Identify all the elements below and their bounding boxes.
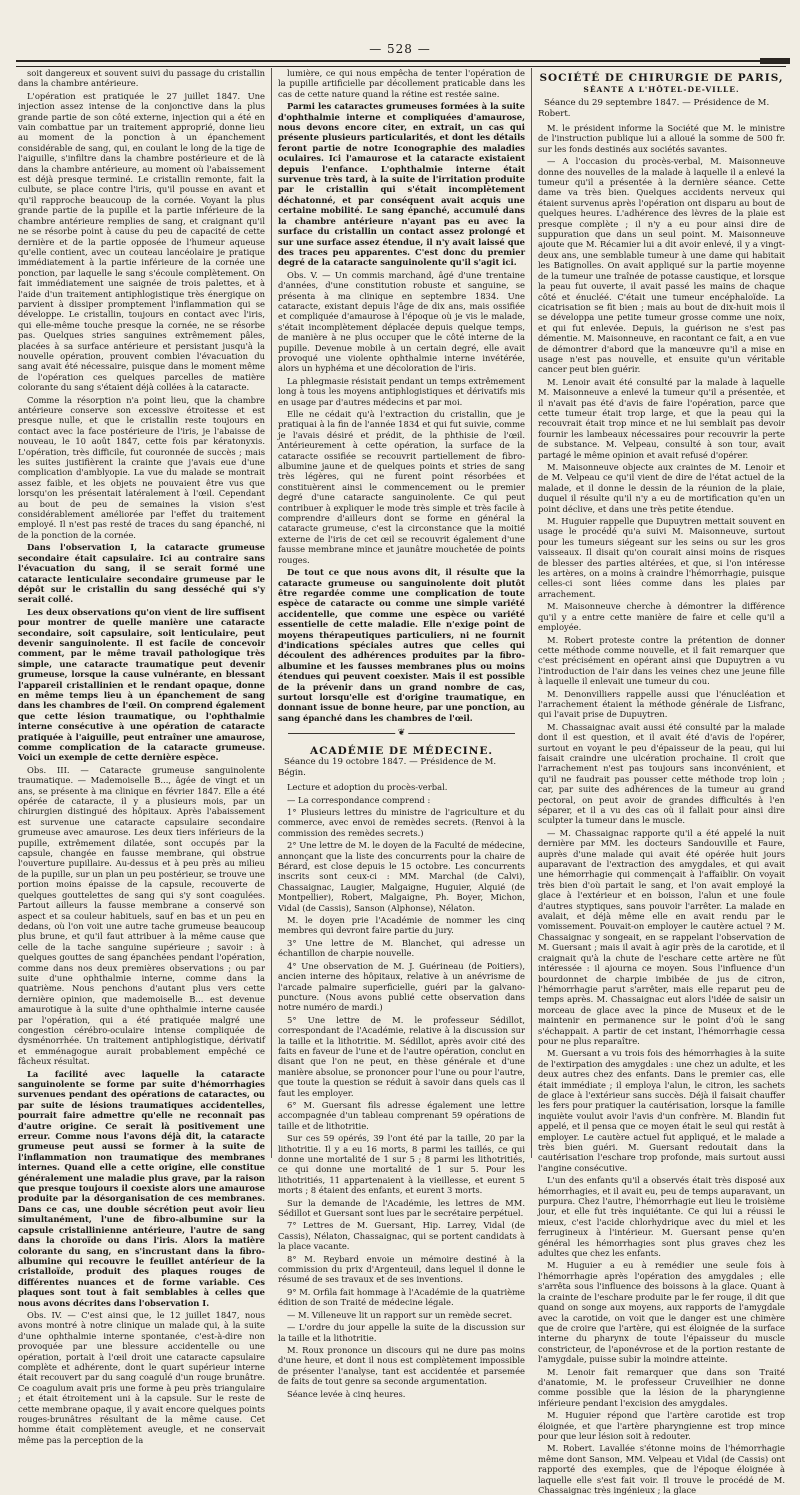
societe-paragraph: M. Guersant a vu trois fois des hémorrhagies à la suite de l'extirpation des amygdales : une chez un adulte, et les deux autres chez des enfants. Dans le premier cas, elle était immédiate ; il employa l'alun, le citron, les sachets de glace à l'extérieur sans succès. Déjà il faisait chauffer les fers pour pratiquer la cautérisation, lorsque la famille inquiète voulut avoir l'avis d'un confrère. M. Blandin fut appelé, et il pensa que ce moyen était le seul qui restât à employer. Le cautère actuel fut appliqué, et le malade a très bien guéri. M. Guersant redoutait dans la cautérisation l'eschare trop profonde, mais surtout aussi l'angine consécutive.	[538, 1048, 785, 1173]
col1-paragraph: La facilité avec laquelle la cataracte sanguinolente se forme par suite d'hémorrhagies survenues pendant des opérations de cataractes, ou par suite de lésions traumatiques accidentelles, pourrait faire admettre qu'elle ne reconnaît pas d'autre origine. Ce serait là positivement une erreur. Comme nous l'avons déjà dit, la cataracte grumeuse peut aussi se former à la suite de l'inflammation non traumatique des membranes internes. Quand elle a cette origine, elle constitue généralement une maladie plus grave, par la raison que presque toujours il coexiste alors une amaurose produite par la désorganisation de ces membranes. Dans ce cas, une double sécrétion peut avoir lieu simultanément, l'une de fibro-albumine sur la capsule cristallinienne antérieure, l'autre de sang dans la choroïde ou dans l'iris. Alors la matière colorante du sang, en s'incrustant dans la fibro-albumine qui recouvre le feuillet antérieur de la cristalloïde, produit des plaques rouges de différentes nuances et de forme variable. Ces plaques sont tout à fait semblables à celles que nous avons décrites dans l'observation I.	[18, 1068, 265, 1308]
col2-conclusion: De tout ce que nous avons dit, il résulte que la cataracte grumeuse ou sanguinolente doit plutôt être regardée comme une complication de toute espèce de cataracte ou comme une simple variété accidentelle, que comme une espèce ou variété essentielle de cette maladie. Elle n'exige point de moyens thérapeutiques particuliers, ni ne fournit d'indications spéciales autres que celles qui découlent des adhérences produites par la fibro-albumine et les fausses membranes plus ou moins étendues qui peuvent coexister. Mais il est possible de la prévenir dans un grand nombre de cas, surtout lorsqu'elle est d'origine traumatique, en donnant issue de bonne heure, par une ponction, au sang épanché dans les chambres de l'œil.	[278, 567, 525, 723]
societe-paragraph: M. Huguier répond que l'artère carotide est trop éloignée, et que l'artère pharyngienne est trop mince pour que leur lésion soit à redouter.	[538, 1410, 785, 1441]
societe-paragraph: M. Robert. Lavallée s'étonne moins de l'hémorrhagie même dont Sanson, MM. Velpeau et Vidal (de Cassis) ont rapporté des exemples, que de l'époque éloignée à laquelle elle s'est fait voir. Il trouve le procédé de M. Chassaignac très ingénieux ; la glace	[538, 1443, 785, 1495]
societe-paragraph: M. Robert proteste contre la prétention de donner cette méthode comme nouvelle, et il fait remarquer que c'est précisément en opérant ainsi que Dupuytren a vu l'introduction de l'air dans les veines chez une jeune fille à laquelle il enlevait une tumeur du cou.	[538, 634, 785, 687]
societe-subheading: SÉANTE A L'HÔTEL-DE-VILLE.	[583, 85, 740, 94]
academie-item: 2° Une lettre de M. le doyen de la Faculté de médecine, annonçant que la liste des concurrents pour la chaire de Bérard, est close depuis le 15 octobre. Les concurrents inscrits sont ceux-ci : MM. Marchal (de Calvi), Chassaignac, Laugier, Malgaigne, Huguier, Alquié (de Montpellier), Robert, Malgaigne, Ph. Boyer, Michon, Vidal (de Cassis), Sanson (Alphonse), Nélaton.	[278, 840, 525, 913]
societe-paragraph: M. Maisonneuve cherche à démontrer la différence qu'il y a entre cette manière de faire et celle qu'il a employée.	[538, 601, 785, 633]
academie-item: 1° Plusieurs lettres du ministre de l'agriculture et du commerce, avec envoi de remèdes secrets. (Renvoi à la commission des remèdes secrets.)	[278, 807, 525, 838]
column-2	[278, 68, 525, 1399]
societe-paragraph: L'un des enfants qu'il a observés était très disposé aux hémorrhagies, et il avait eu, peu de temps auparavant, un purpura. Chez l'autre, l'hémorrhagie eut lieu le troisième jour, et elle fut très inquiétante. Ce qui lui a réussi le mieux, c'est l'acide chlorhydrique avec du miel et les ferrugineux à l'intérieur. M. Guersant pense qu'en général les hémorrhagies sont plus graves chez les adultes que chez les enfants.	[538, 1175, 785, 1259]
societe-paragraph: M. Lenoir fait remarquer que dans son Traité d'anatomie, M. le professeur Cruveilhier ne donne comme possible que la lésion de la pharyngienne inférieure pendant l'excision des amygdales.	[538, 1366, 785, 1408]
societe-paragraph: M. Maisonneuve objecte aux craintes de M. Lenoir et de M. Velpeau ce qu'il vient de dire de l'état actuel de la malade, et il donne le dessin de la réunion de la plaie, duquel il résulte qu'il n'y a eu de mortification qu'en un point déclive, et dans une très petite étendue.	[538, 462, 785, 514]
academie-item: 7° Lettres de M. Guersant, Hip. Larrey, Vidal (de Cassis), Nélaton, Chassaignac, qui se portent candidats à la place vacante.	[278, 1220, 525, 1252]
col1-paragraph: Les deux observations qu'on vient de lire suffisent pour montrer de quelle manière une cataracte secondaire, soit capsulaire, soit lenticulaire, peut devenir sanguinolente. Il est facile de concevoir comment, par le même travail pathologique très simple, une cataracte traumatique peut devenir grumeuse, lorsque la cause vulnérante, en blessant l'appareil cristallinien et le rendant opaque, donne en même temps lieu à un épanchement de sang dans les chambres de l'œil. On comprend également que cette lésion traumatique, ou l'ophthalmie interne consécutive à une opération de cataracte pratiquée à l'aiguille, peut entraîner une amaurose, comme complication de la cataracte grumeuse. Voici un exemple de cette dernière espèce.	[18, 606, 265, 763]
academie-item: 5° Une lettre de M. le professeur Sédillot, correspondant de l'Académie, relative à la discussion sur la taille et la lithotritie. M. Sédillot, après avoir cité des faits en faveur de l'une et de l'autre opération, conclut en disant que l'on ne peut, en thèse générale et d'une manière absolue, se prononcer pour l'une ou pour l'autre, que toute la question se réduit à savoir dans quels cas il faut les employer.	[278, 1014, 525, 1098]
societe-paragraph: M. Huguier rappelle que Dupuytren mettait souvent en usage le procédé qu'a suivi M. Maisonneuve, surtout pour les tumeurs siégeant sur les seins ou sur les gros vaisseaux. Il disait qu'on courait ainsi moins de risques de blesser des parties altérées, et que, si l'on intéresse les artères, on a moins à craindre l'hémorrhagie, puisque celles-ci sont liées comme dans les plaies par arrachement.	[538, 516, 785, 599]
academie-item: Séance levée à cinq heures.	[287, 1388, 406, 1399]
academie-item: M. Roux prononce un discours qui ne dure pas moins d'une heure, et dont il nous est complètement impossible de présenter l'analyse, tant est accidentée et parsemée de faits de tout genre sa seconde argumentation.	[278, 1344, 525, 1387]
column-1	[18, 68, 265, 1445]
column-3	[538, 68, 785, 1495]
col2-paragraph: Elle ne cédait qu'à l'extraction du cristallin, que je pratiquai à la fin de l'année 1834 et qui fut suivie, comme je l'avais désiré et prédit, de la phthisie de l'œil. Antérieurement à cette opération, la surface de la cataracte ossifiée se recouvrit partiellement de fibro-albumine jaune et de quelques points et stries de sang très légères, qui ne furent point résorbées et constituèrent ainsi le commencement ou le premier degré d'une cataracte sanguinolente. Ce qui peut contribuer à expliquer le mode très simple et très facile à comprendre d'ailleurs dont se forme en général la cataracte grumeuse, c'est la circonstance que la moitié externe de l'iris de cet œil se recouvrit également d'une fausse membrane mince et jaunâtre mouchetée de points rouges.	[278, 409, 525, 565]
academie-item: 6° M. Guersant fils adresse également une lettre accompagnée d'un tableau comprenant 59 opérations de taille et de lithotritie.	[278, 1099, 525, 1131]
corner-mark	[760, 58, 790, 64]
academie-item: 4° Une observation de M. J. Guérineau (de Poitiers), ancien interne des hôpitaux, relative à un anévrisme de l'arcade palmaire superficielle, guéri par la galvano-puncture. (Nous avons publié cette observation dans notre numéro de mardi.)	[278, 960, 525, 1013]
academie-item: M. le doyen prie l'Académie de nommer les cinq membres qui devront faire partie du jury.	[278, 915, 525, 936]
ornament-icon: ❦	[395, 728, 409, 739]
academie-item: 8° M. Reybard envoie un mémoire destiné à la commission du prix d'Argenteuil, dans lequel il donne le résumé de ses travaux et de ses inventions.	[278, 1253, 525, 1285]
academie-item: Sur la demande de l'Académie, les lettres de MM. Sédillot et Guersant sont lues par le secrétaire perpétuel.	[278, 1197, 525, 1219]
societe-paragraph: M. le président informe la Société que M. le ministre de l'instruction publique lui a alloué la somme de 500 fr. sur les fonds destinés aux sociétés savantes.	[538, 123, 785, 154]
academie-item: — La correspondance comprend :	[287, 794, 431, 805]
col2-observation-5: Obs. V. — Un commis marchand, âgé d'une trentaine d'années, d'une constitution robuste et sanguine, se présenta à ma clinique en septembre 1834. Une cataracte, existant depuis l'âge de dix ans, mais ossifiée et compliquée d'amaurose à l'époque où je vis le malade, s'était incomplètement déplacée depuis quelque temps, de manière à ne plus occuper que le côté interne de la pupille. Devenue mobile à un certain degré, elle avait provoqué une violente ophthalmie interne invétérée, alors un hyphéma et une décoloration de l'iris.	[278, 269, 525, 374]
col1-observation-4: Obs. IV. — C'est ainsi que, le 12 juillet 1847, nous avons montré à notre clinique un malade qui, à la suite d'une ophthalmie interne spontanée, c'est-à-dire non provoquée par une blessure accidentelle ou une opération, portait à l'œil droit une cataracte capsulaire complète et adhérente, dont le quart supérieur interne était recouvert par du sang coagulé d'un rouge brunâtre. Ce coagulum avait pris une forme à peu près triangulaire ; et était étroitement uni à la capsule. Sur le reste de cette membrane opaque, il y avait encore quelques points rouges-brunâtres résultant de la même cause. Cet homme était complètement aveugle, et ne conservait même pas la perception de la	[18, 1309, 265, 1445]
col1-observation-3: Obs. III. — Cataracte grumeuse sanguinolente traumatique. — Mademoiselle B..., âgée de vingt et un ans, se présente à ma clinique en février 1847. Elle a été opérée de cataracte, il y a plusieurs mois, par un chirurgien distingué des hôpitaux. Après l'abaissement est survenue une cataracte capsulaire secondaire grumeuse avec amaurose. Les deux tiers inférieurs de la pupille, extrêmement dilatée, sont occupés par la capsule, changée en fausse membrane, qui obstrue l'ouverture pupillaire. Au-dessus et à peu près au milieu de la pupille, sur un plan un peu postérieur, se trouve une portion moins épaisse de la capsule, recouverte de quelques gouttelettes de sang qui s'y sont coagulées. Partout ailleurs la fausse membrane a conservé son aspect et sa couleur habituels, sauf en bas et un peu en dedans, où l'on voit une autre tache grumeuse beaucoup plus brune, et qu'il faut attribuer à la même cause que celle de la tache sanguine supérieure ; savoir : à quelques gouttes de sang épanchées pendant l'opération, comme dans nos deux premières observations ; ou par suite d'une ophthalmie interne, comme dans la quatrième. Nous penchons d'autant plus vers cette dernière opinion, que mademoiselle B... est devenue amaurotique à la suite d'une ophthalmie interne causée par l'opération, qui a été pratiquée malgré une congestion cérébro-oculaire intense compliquée de dysménorrhée. Un traitement antiphlogistique, dérivatif et emménagogue aurait probablement empêché ce fâcheux résultat.	[18, 764, 265, 1067]
col2-paragraph: La phlegmasie résistait pendant un temps extrêmement long à tous les moyens antiphlogistiques et dérivatifs mis en usage par d'autres médecins et par moi.	[278, 375, 525, 407]
col1-paragraph: soit dangereux et souvent suivi du passage du cristallin dans la chambre antérieure.	[18, 68, 265, 89]
col2-paragraph: lumière, ce qui nous empêcha de tenter l'opération de la pupille artificielle par décollement praticable dans les cas de cette nature quand la rétine est restée saine.	[278, 68, 525, 99]
academie-item: Sur ces 59 opérés, 39 l'ont été par la taille, 20 par la lithotritie. Il y a eu 16 morts, 8 parmi les taillés, ce qui donne une mortalité de 1 sur 5 ; 8 parmi les lithotritiés, ce qui donne une mortalité de 1 sur 5. Pour les lithotritiés, 11 appartenaient à la vieillesse, et eurent 5 morts ; 8 étaient des enfants, et eurent 3 morts.	[278, 1133, 525, 1196]
header-rule	[16, 60, 786, 67]
academie-item: — M. Villeneuve lit un rapport sur un remède secret.	[287, 1309, 513, 1320]
societe-paragraph: M. Huguier a eu à remédier une seule fois à l'hémorrhagie après l'opération des amygdales ; elle s'arrêta sous l'influence des boissons à la glace. Quant à la crainte de l'eschare produite par le fer rouge, il dit que quand on songe aux moyens, aux rapports de l'amygdale avec la carotide, on voit que le danger est une chimère que de croire que l'artère, qui est éloignée de la surface interne du pharynx de toute l'épaisseur du muscle constricteur, de l'aponévrose et de la portion restante de l'amygdale, puisse subir la moindre atteinte.	[538, 1260, 785, 1365]
societe-session-line: Séance du 29 septembre 1847. — Présidence de M. Robert.	[538, 98, 770, 119]
col1-paragraph: L'opération est pratiquée le 27 juillet 1847. Une injection assez intense de la conjonctive dans la plus grande partie de son côté externe, injection qui a été en vain combattue par un traitement approprié, donne lieu au moment de la ponction à un épanchement considérable de sang, qui, en coulant le long de la tige de l'aiguille, s'infiltre dans la chambre postérieure et de là dans la chambre antérieure, au moment où l'abaissement est déjà presque terminé. Le cristallin remonte, fait la culbute, se place contre l'iris, qu'il pousse en avant et qu'il rapproche beaucoup de la cornée. Voyant la plus grande partie de la pupille et la partie inférieure de la chambre antérieure remplies de sang, et craignant qu'il ne se résorbe point à cause du peu de capacité de cette dernière et de la partie opposée de l'humeur aqueuse qu'elle contient, avec un couteau lancéolaire je pratique immédiatement à la partie inférieure de la cornée une ponction, par laquelle le sang s'écoule complètement. On fait immédiatement une saignée de trois palettes, et à l'aide d'un traitement antiphlogistique très énergique on parvient à dissiper promptement l'inflammation qui se développe. Le cristallin, toujours en contact avec l'iris, qui elle-même touche presque la cornée, ne se résorbe pas. Quelques stries sanguines extrêmement pâles, placées à sa surface antérieure et persistant jusqu'à la nouvelle opération, prouvent combien l'évacuation du sang avait été nécessaire, puisque dans le moment même de l'opération ces quelques parcelles de matière colorante du sang s'étaient déjà collées à la cataracte.	[18, 90, 265, 393]
col2-paragraph: Parmi les cataractes grumeuses formées à la suite d'ophthalmie interne et compliquées d'amaurose, nous devons encore citer, en extrait, un cas qui présente plusieurs particularités, et dont les détails feront partie de notre Iconographie des maladies oculaires. Ici l'amaurose et la cataracte existaient depuis l'enfance. L'ophthalmie interne était survenue très tard, à la suite de l'irritation produite par le cristallin qui s'était incomplètement déchatonné, et par conséquent avait acquis une certaine mobilité. Le sang épanché, accumulé dans la chambre antérieure n'ayant pas eu avec la surface du cristallin un contact assez prolongé et sur une surface assez étendue, il n'y avait laissé que des traces peu apparentes. C'est donc du premier degré de la cataracte sanguinolente qu'il s'agit ici.	[278, 101, 525, 268]
col1-paragraph: Dans l'observation I, la cataracte grumeuse secondaire était capsulaire. Ici au contraire sans l'évacuation du sang, il se serait formé une cataracte lenticulaire secondaire grumeuse par le dépôt sur le cristallin du sang desséché qui s'y serait collé.	[18, 542, 265, 605]
academie-session-line: Séance du 19 octobre 1847. — Présidence de M. Bégin.	[278, 757, 497, 779]
col1-paragraph: Comme la résorption n'a point lieu, que la chambre antérieure conserve son excessive étroitesse et est presque nulle, et que le cristallin reste toujours en contact avec la face postérieure de l'iris, je l'abaisse de nouveau, le 10 août 1847, cette fois par kératonyxis. L'opération, très difficile, fut couronnée de succès ; mais les suites justifièrent la crainte que j'avais eue d'une complication d'amblyopie. La vue du malade se montrait assez faible, et les objets ne pouvaient être vus que lorsqu'on les présentait latéralement à l'œil. Cependant au bout de peu de semaines la vision s'est considérablement améliorée par l'effet du traitement employé. Il n'est pas resté de traces du sang épanché, ni de la ponction de la cornée.	[18, 394, 265, 540]
academie-item: 9° M. Orfila fait hommage à l'Académie de la quatrième édition de son Traité de médecine légale.	[278, 1286, 525, 1308]
societe-paragraph: — A l'occasion du procès-verbal, M. Maisonneuve donne des nouvelles de la malade à laquelle il a enlevé la tumeur qu'il a présentée à la dernière séance. Cette dame va très bien. Quelques accidents nerveux qui étaient survenus après l'opération ont disparu au bout de quelques heures. L'adhérence des lèvres de la plaie est presque complète ; il n'y a eu pour ainsi dire de suppuration que dans un seul point. M. Maisonneuve ajoute que M. Récamier lui a dit avoir enlevé, il y a vingt-deux ans, une semblable tumeur à une dame qui habitait les Batignolles. On avait appliqué sur la partie moyenne de la tumeur une traînée de potasse caustique, et lorsque la peau fut ouverte, il avait passé les mains de chaque côté et énucléé. C'était une tumeur encéphaloïde. La cicatrisation se fit bien ; mais au bout de dix-huit mois il se développa une petite tumeur grosse comme une noix, et qui fut enlevée. Depuis, la guérison ne s'est pas démentie. M. Maisonneuve, en racontant ce fait, a en vue de démontrer d'abord que la manœuvre qu'il a mise en usage n'est pas nouvelle, et ensuite qu'un véritable cancer peut bien guérir.	[538, 156, 785, 375]
article-columns	[18, 68, 786, 1495]
societe-heading: SOCIÉTÉ DE CHIRURGIE DE PARIS,	[539, 72, 784, 84]
section-divider	[288, 728, 515, 740]
academie-heading: ACADÉMIE DE MÉDECINE.	[310, 745, 493, 758]
societe-paragraph: — M. Chassaignac rapporte qu'il a été appelé la nuit dernière par MM. les docteurs Sandouville et Faure, auprès d'une malade qui avait été opérée huit jours auparavant de l'extraction des amygdales, et qui avait une hémorrhagie qui commençait à l'affaiblir. On voyait très bien d'où partait le sang, et l'on avait employé la glace à l'extérieur et en boisson, l'alun et une foule d'autres styptiques, sans pouvoir l'arrêter. La malade en avalait, et déjà même elle en avait rendu par le vomissement. Pouvait-on employer le cautère actuel ? M. Chassaignac y songeait, en se rappelant l'observation de M. Guersant ; mais il avait à agir près de la carotide, et il craignait qu'à la chute de l'eschare cette artère ne fût intéressée : il ajourna ce moyen. Sous l'influence d'un bourdonnet de charpie imbibée de jus de citron, l'hémorrhagie parut s'arrêter, mais elle reparut peu de temps après. M. Chassaignac eut alors l'idée de saisir un morceau de glace avec la pince de Museux et de le maintenir en permanence sur le point d'où le sang s'échappait. A partir de cet instant, l'hémorrhagie cessa pour ne plus reparaître.	[538, 827, 785, 1046]
academie-item: 3° Une lettre de M. Blanchet, qui adresse un échantillon de charpie nouvelle.	[278, 937, 525, 959]
academie-item: Lecture et adoption du procès-verbal.	[287, 782, 448, 793]
societe-paragraph: M. Chassaignac avait aussi été consulté par la malade dont il est question, et il avait été d'avis de l'opérer, surtout en voyant le peu d'épaisseur de la peau, qui lui faisait craindre une ulcération prochaine. Il croit que l'arrachement n'est pas toujours sans inconvénient, et qu'il ne faudrait pas pousser cette méthode trop loin ; car, par suite des adhérences de la tumeur au grand pectoral, on peut avoir de grandes difficultés à l'en séparer, et il a vu des cas où il fallait pour ainsi dire sculpter la tumeur dans le muscle.	[538, 721, 785, 826]
societe-paragraph: M. Lenoir avait été consulté par la malade à laquelle M. Maisonneuve a enlevé la tumeur qu'il a présentée, et il n'avait pas été d'avis de faire l'opération, parce que cette tumeur était trop large, et que la peau qui la recouvrait était trop mince et ne lui semblait pas devoir fournir les lambeaux nécessaires pour recouvrir la perte de substance. M. Velpeau, consulté à son tour, avait partagé le même opinion et avait refusé d'opérer.	[538, 376, 785, 460]
page-number: — 528 —	[369, 42, 431, 56]
societe-paragraph: M. Denonvilliers rappelle aussi que l'énucléation et l'arrachement étaient la méthode générale de Lisfranc, qui l'avait prise de Dupuytren.	[538, 688, 785, 720]
academie-item: — L'ordre du jour appelle la suite de la discussion sur la taille et la lithotritie.	[278, 1322, 525, 1343]
